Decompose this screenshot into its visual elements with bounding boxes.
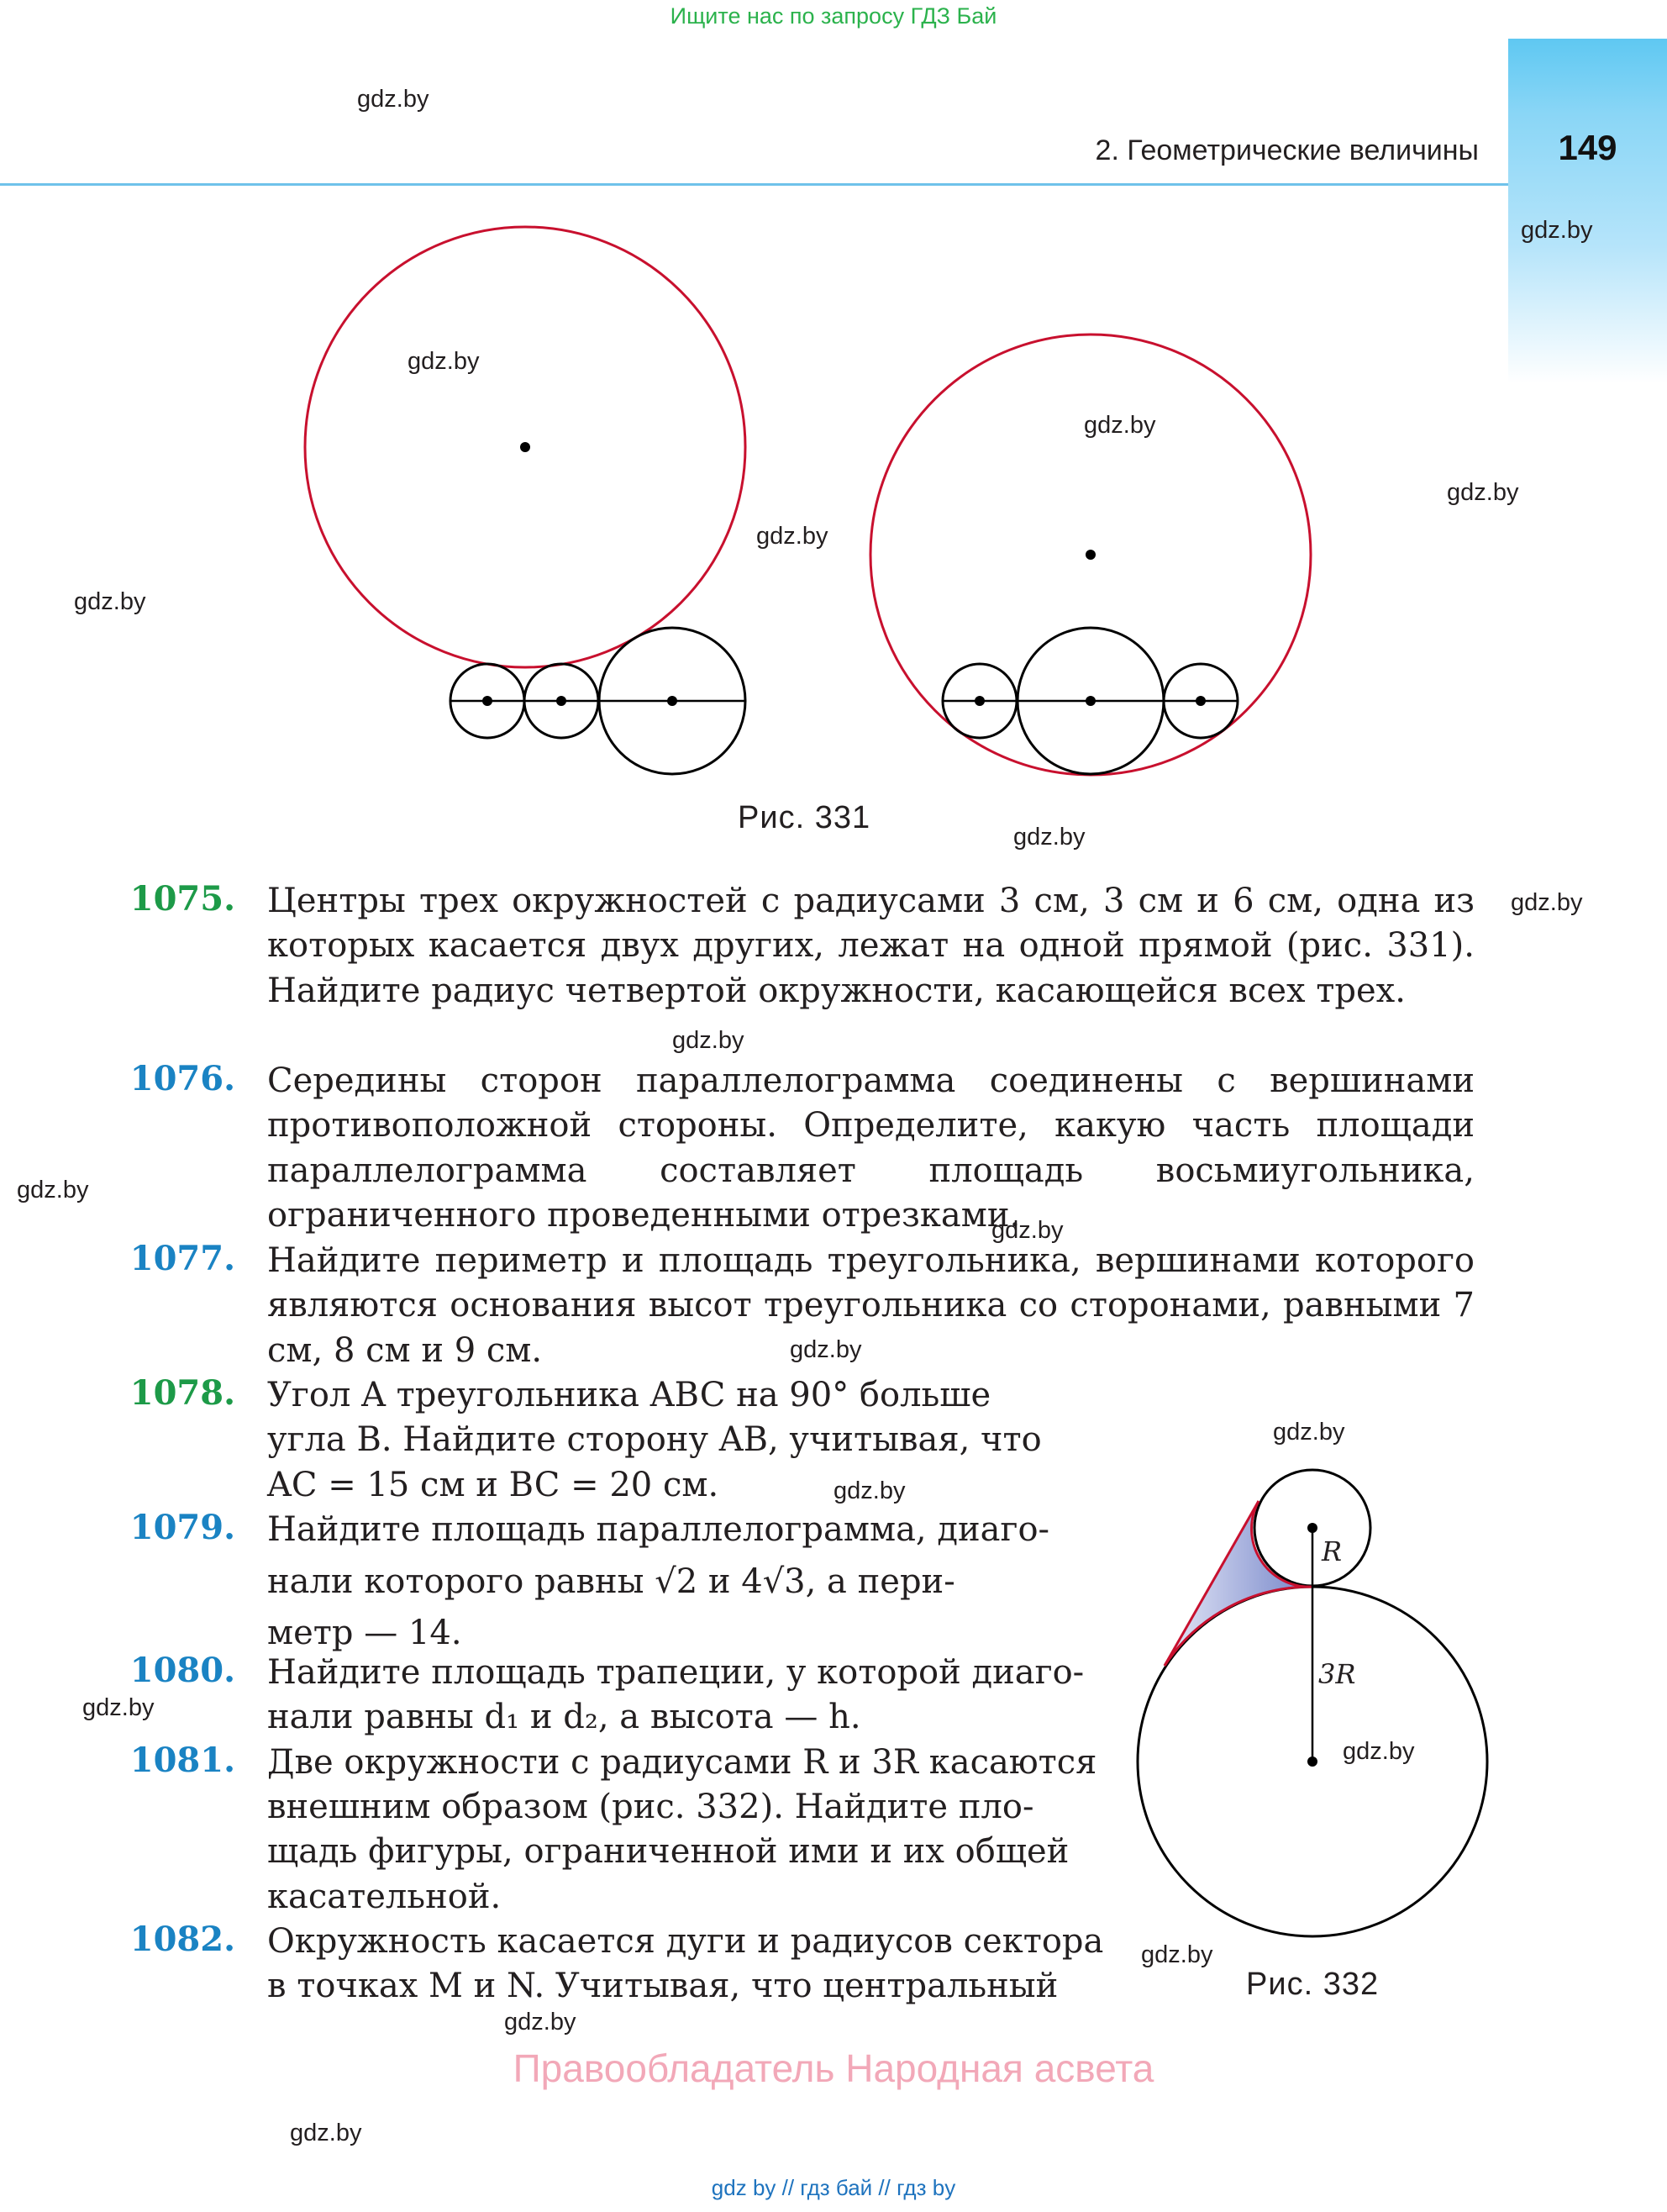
footer-links[interactable]: gdz by // гдз бай // гдз by	[711, 2175, 956, 2200]
problem-line: метр — 14.	[267, 1614, 462, 1652]
page-number: 149	[1558, 128, 1617, 167]
center-point	[1196, 696, 1206, 706]
problem-number: 1081.	[129, 1741, 235, 1780]
watermark: gdz.by	[1084, 412, 1156, 439]
figure-332	[1138, 1470, 1487, 1936]
chapter-title: 2. Геометрические величины	[1095, 134, 1479, 166]
problem-line: Найдите площадь трапеции, у которой диаго-	[267, 1653, 1085, 1692]
center-point	[556, 696, 566, 706]
problem-line: AC = 15 см и BC = 20 см.	[267, 1466, 719, 1504]
watermark: gdz.by	[1013, 824, 1086, 851]
watermark: gdz.by	[756, 523, 828, 550]
figure-331-left	[305, 227, 745, 774]
watermark: gdz.by	[672, 1027, 744, 1054]
watermark: gdz.by	[991, 1217, 1064, 1244]
center-point	[1086, 550, 1096, 560]
top-banner[interactable]: Ищите нас по запросу ГДЗ Бай	[670, 3, 997, 29]
center-point	[1086, 696, 1096, 706]
problem-line: нали равны d₁ и d₂, а высота — h.	[267, 1698, 861, 1736]
watermark: gdz.by	[357, 86, 429, 113]
problem-line: касательной.	[267, 1878, 502, 1916]
problem-number: 1079.	[129, 1508, 235, 1547]
figure-331-caption: Рис. 331	[738, 800, 871, 835]
center-point	[482, 696, 492, 706]
problem-line: в точках M и N. Учитывая, что центральный	[267, 1967, 1059, 2005]
problem-line: Окружность касается дуги и радиусов сектора	[267, 1922, 1104, 1961]
watermark: gdz.by	[1273, 1419, 1345, 1446]
watermark: gdz.by	[17, 1177, 89, 1203]
center-point	[1307, 1756, 1317, 1767]
problem-line: Две окружности с радиусами R и 3R касаются	[267, 1743, 1097, 1782]
copyright-notice: Правообладатель Народная асвета	[513, 2046, 1154, 2090]
problem-line: Угол A треугольника ABC на 90° больше	[267, 1376, 991, 1414]
problem-number: 1078.	[129, 1373, 235, 1413]
watermark: gdz.by	[790, 1336, 862, 1363]
problem-number: 1076.	[129, 1059, 235, 1098]
problem-line: Найдите площадь параллелограмма, диаго-	[267, 1510, 1050, 1549]
watermark: gdz.by	[74, 588, 146, 615]
problem-number: 1082.	[129, 1920, 235, 1959]
problem-line: нали которого равны √2 и 4√3, а пери-	[267, 1562, 955, 1601]
watermark: gdz.by	[834, 1477, 906, 1504]
watermark: gdz.by	[1343, 1738, 1415, 1765]
watermark: gdz.by	[1521, 217, 1593, 244]
center-point	[1307, 1523, 1317, 1533]
problem-text: Середины сторон параллелограмма соединены с вершинами противоположной стороны. Определите, какую часть площади параллелограмма составляет площадь восьмиугольника, ограниченного проведенными отрезками.	[267, 1061, 1475, 1235]
problem-number: 1077.	[129, 1239, 235, 1278]
watermark: gdz.by	[1447, 479, 1519, 506]
problem-text: Найдите периметр и площадь треугольника, вершинами которого являются основания высот треугольника со сторонами, равными 7 см, 8 см и 9 см.	[267, 1241, 1475, 1370]
watermark: gdz.by	[504, 2009, 576, 2036]
watermark: gdz.by	[82, 1694, 155, 1721]
problem-number: 1075.	[129, 879, 235, 919]
center-point	[975, 696, 985, 706]
problem-line: внешним образом (рис. 332). Найдите пло-	[267, 1788, 1034, 1826]
problem-text: Центры трех окружностей с радиусами 3 см, 3 см и 6 см, одна из которых касается двух других, лежат на одной прямой (рис. 331). Найдите радиус четвертой окружности, касающейся всех трех.	[267, 882, 1475, 1010]
problem-number: 1080.	[129, 1651, 235, 1690]
watermark: gdz.by	[1141, 1941, 1213, 1968]
center-point	[520, 442, 530, 452]
watermark: gdz.by	[290, 2120, 362, 2146]
center-point	[667, 696, 677, 706]
watermark: gdz.by	[408, 348, 480, 375]
problem-line: угла B. Найдите сторону AB, учитывая, что	[267, 1420, 1042, 1459]
watermark: gdz.by	[1511, 889, 1583, 916]
problem-line: щадь фигуры, ограниченной ими и их общей	[267, 1832, 1070, 1871]
label-R: R	[1322, 1535, 1343, 1567]
label-3R: 3R	[1318, 1658, 1356, 1690]
figure-332-caption: Рис. 332	[1246, 1967, 1380, 2002]
figure-331-right	[870, 334, 1311, 775]
